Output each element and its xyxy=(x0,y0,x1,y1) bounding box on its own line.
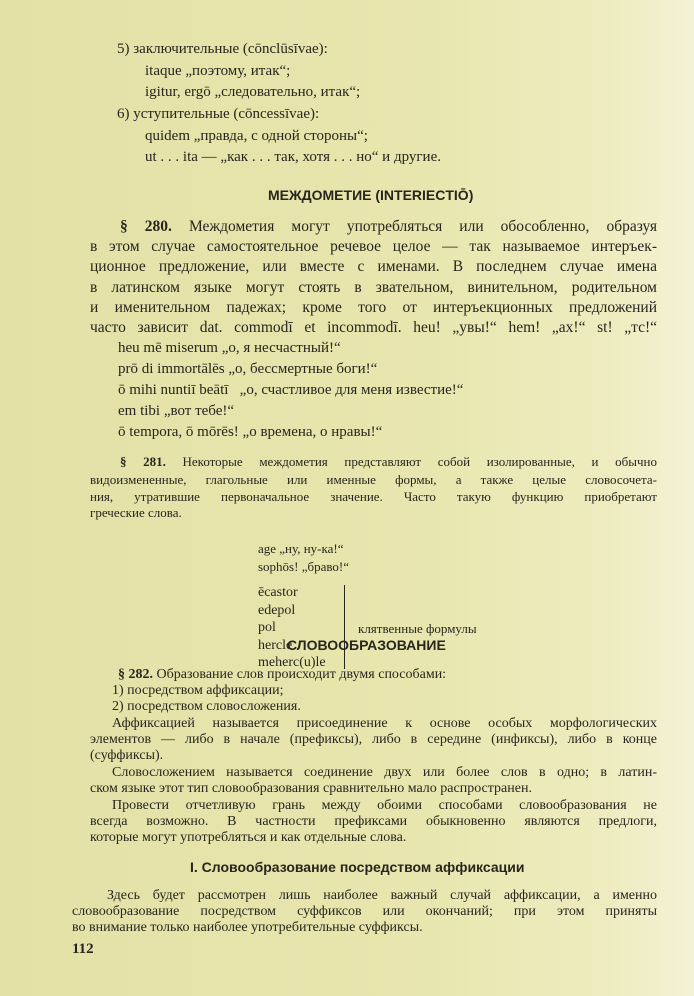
paragraph-282-line: (суффиксы). xyxy=(90,748,164,763)
paragraph-282-line: Словосложением называется соединение двух или более слов в одно; в латин- xyxy=(112,765,657,780)
paragraph-282-line: которые могут употребляться и как отдельные слова. xyxy=(90,830,407,845)
paragraph-282-line: 1) посредством аффиксации; xyxy=(112,683,284,698)
interjection-example: ō tempora, ō mōrēs! „о времена, о нравы!“ xyxy=(118,424,383,440)
conjunction-line: itaque „поэтому, итак“; xyxy=(145,63,291,79)
paragraph-281-line: § 281. Некоторые междометия представляют собой изолированные, и обычно xyxy=(120,454,657,469)
paragraph-280-line: в латинском языке могут стоять в звательном, винительном, родительном xyxy=(90,279,657,296)
paragraph-280-line: ционное предложение, или вместе с именами. В последнем случае имена xyxy=(90,258,657,275)
interjection-example: heu mē miserum „о, я несчастный!“ xyxy=(118,340,341,356)
oath-word: ēcastor xyxy=(258,585,298,600)
paragraph-282-line: Аффиксацией называется присоединение к основе особых морфологических xyxy=(112,716,657,731)
paragraph-280-line: § 280. Междометия могут употребляться или обособленно, образуя xyxy=(120,218,657,235)
conjunction-line: quidem „правда, с одной стороны“; xyxy=(145,128,368,144)
paragraph-282-line: всегда возможно. В частности префиксами обыкновенно являются предлоги, xyxy=(90,814,657,829)
paragraph-282-line: элементов — либо в начале (префиксы), либо в середине (инфиксы), либо в конце xyxy=(90,732,657,747)
paragraph-282-line: ском языке этот тип словообразования сравнительно мало распространен. xyxy=(90,781,532,796)
subsection-heading-affixation: I. Словообразование посредством аффиксации xyxy=(190,859,525,875)
page-number: 112 xyxy=(72,941,94,957)
paragraph-281-line: греческие слова. xyxy=(90,505,182,520)
section-number: § 280. xyxy=(120,218,172,235)
paragraph-280-line: и именительном падежах; кроме того от интеръекционных предложений xyxy=(90,299,657,316)
paragraph-282-line: Провести отчетливую грань между обоими способами словообразования не xyxy=(112,798,657,813)
paragraph-281-line: ния, утратившие первоначальное значение. Часто такую функцию приобретают xyxy=(90,489,657,504)
paragraph-282-line: § 282. Образование слов происходит двумя способами: xyxy=(118,667,447,682)
affixation-paragraph-line: во внимание только наиболее употребительные суффиксы. xyxy=(72,920,423,935)
paragraph-281-line: видоизмененные, глагольные или именные формы, а также целые словосочета- xyxy=(90,472,657,487)
paragraph-280-line: в этом случае самостоятельное речевое целое — так называемое интеръек- xyxy=(90,238,657,255)
interjection-example: sophōs! „браво!“ xyxy=(258,559,349,574)
oath-label: клятвенные формулы xyxy=(358,621,477,636)
paragraph-280-line: часто зависит dat. commodī et incommodī. heu! „увы!“ hem! „ах!“ st! „тс!“ xyxy=(90,319,657,336)
section-number: § 281. xyxy=(120,454,166,469)
section-heading-word-formation: СЛОВООБРАЗОВАНИЕ xyxy=(287,637,446,653)
affixation-paragraph-line: словообразование посредством суффиксов или окончаний; при этом приняты xyxy=(72,904,657,919)
oath-word: edepol xyxy=(258,603,296,618)
oath-word: pol xyxy=(258,620,276,635)
oath-bracket xyxy=(344,585,349,669)
conjunction-line: 5) заключительные (cōnclūsīvae): xyxy=(117,41,328,57)
interjection-example: ō mihi nuntiī beātī „о, счастливое для меня известие!“ xyxy=(118,382,464,398)
conjunction-line: ut . . . ita — „как . . . так, хотя . . . но“ и другие. xyxy=(145,149,441,165)
interjection-example: age „ну, ну-ка!“ xyxy=(258,541,344,556)
section-number: § 282. xyxy=(118,667,153,682)
conjunction-line: 6) уступительные (cōncessīvae): xyxy=(117,106,320,122)
conjunction-line: igitur, ergō „следовательно, итак“; xyxy=(145,84,361,100)
oath-word: hercle xyxy=(258,638,293,653)
interjection-example: prō di immortālēs „о, бессмертные боги!“ xyxy=(118,361,378,377)
affixation-paragraph-line: Здесь будет рассмотрен лишь наиболее важный случай аффиксации, а именно xyxy=(107,888,657,903)
paragraph-282-line: 2) посредством словосложения. xyxy=(112,699,301,714)
section-heading-interjection: МЕЖДОМЕТИЕ (INTERIECTIŌ) xyxy=(268,187,474,203)
oath-word: meherc(u)le xyxy=(258,655,326,670)
interjection-example: em tibi „вот тебе!“ xyxy=(118,403,235,419)
